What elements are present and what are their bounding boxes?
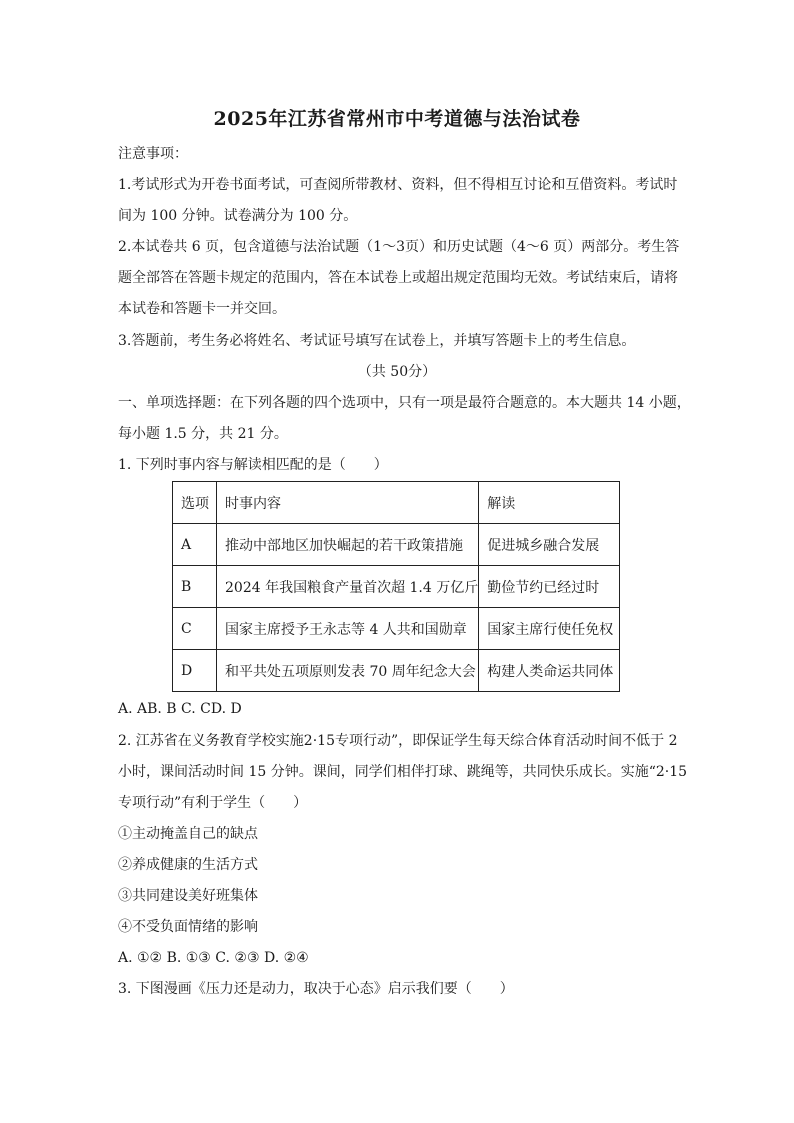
table-cell: 2024 年我国粮食产量首次超 1.4 万亿斤	[217, 566, 479, 608]
notes-line: 1.考试形式为开卷书面考试，可查阅所带教材、资料，但不得相互讨论和互借资料。考试时	[118, 177, 678, 193]
table-header-cell: 解读	[479, 482, 620, 524]
notes-heading: 注意事项：	[118, 146, 188, 162]
question-2-item: ①主动掩盖自己的缺点	[118, 826, 258, 842]
table-cell: 构建人类命运共同体	[479, 650, 620, 692]
notes-line: 2.本试卷共 6 页，包含道德与法治试题（1～3页）和历史试题（4～6 页）两部分。考生答	[118, 239, 680, 255]
exam-title: 2025年江苏省常州市中考道德与法治试卷	[213, 108, 581, 130]
question-2-stem: 2. 江苏省在义务教育学校实施2·15专项行动”，即保证学生每天综合体育活动时间不低于 2	[118, 733, 678, 749]
question-3-stem: 3. 下图漫画《压力还是动力，取决于心态》启示我们要（ ）	[118, 981, 514, 997]
table-header-cell: 选项	[173, 482, 217, 524]
question-2-item: ③共同建设美好班集体	[118, 888, 258, 904]
section-instruction: 一、单项选择题：在下列各题的四个选项中，只有一项是最符合题意的。本大题共 14 小题，	[118, 395, 691, 411]
question-2-stem: 专项行动”有利于学生（ ）	[118, 795, 308, 811]
table-cell: 勤俭节约已经过时	[479, 566, 620, 608]
table-row	[173, 566, 620, 608]
table-cell: 推动中部地区加快崛起的若干政策措施	[217, 524, 479, 566]
question-1-options: A. AB. B C. CD. D	[118, 701, 242, 717]
notes-line: 间为 100 分钟。试卷满分为 100 分。	[118, 208, 358, 224]
notes-line: 本试卷和答题卡一并交回。	[118, 301, 286, 317]
table-cell: 和平共处五项原则发表 70 周年纪念大会	[217, 650, 479, 692]
table-row	[173, 608, 620, 650]
table-row	[173, 650, 620, 692]
question-2-item: ④不受负面情绪的影响	[118, 919, 258, 935]
question-2-item: ②养成健康的生活方式	[118, 857, 258, 873]
table-cell: 国家主席行使任免权	[479, 608, 620, 650]
table-cell: B	[173, 566, 217, 608]
table-row	[173, 524, 620, 566]
table-cell: A	[173, 524, 217, 566]
question-2-stem: 小时，课间活动时间 15 分钟。课间，同学们相伴打球、跳绳等，共同快乐成长。实施“2·15	[118, 764, 688, 780]
table-cell: 国家主席授予王永志等 4 人共和国勋章	[217, 608, 479, 650]
table-cell: D	[173, 650, 217, 692]
table-header-row	[173, 482, 620, 524]
table-cell: C	[173, 608, 217, 650]
notes-line: 题全部答在答题卡规定的范围内，答在本试卷上或超出规定范围均无效。考试结束后，请将	[118, 270, 678, 286]
question-1-table	[172, 481, 620, 692]
question-1-stem: 1. 下列时事内容与解读相匹配的是（ ）	[118, 457, 388, 473]
table-header-cell: 时事内容	[217, 482, 479, 524]
table-cell: 促进城乡融合发展	[479, 524, 620, 566]
notes-line: 3.答题前，考生务必将姓名、考试证号填写在试卷上，并填写答题卡上的考生信息。	[118, 333, 636, 349]
question-2-options: A. ①② B. ①③ C. ②③ D. ②④	[118, 950, 309, 966]
section-instruction: 每小题 1.5 分，共 21 分。	[118, 426, 288, 442]
score-note: （共 50分）	[357, 364, 437, 380]
